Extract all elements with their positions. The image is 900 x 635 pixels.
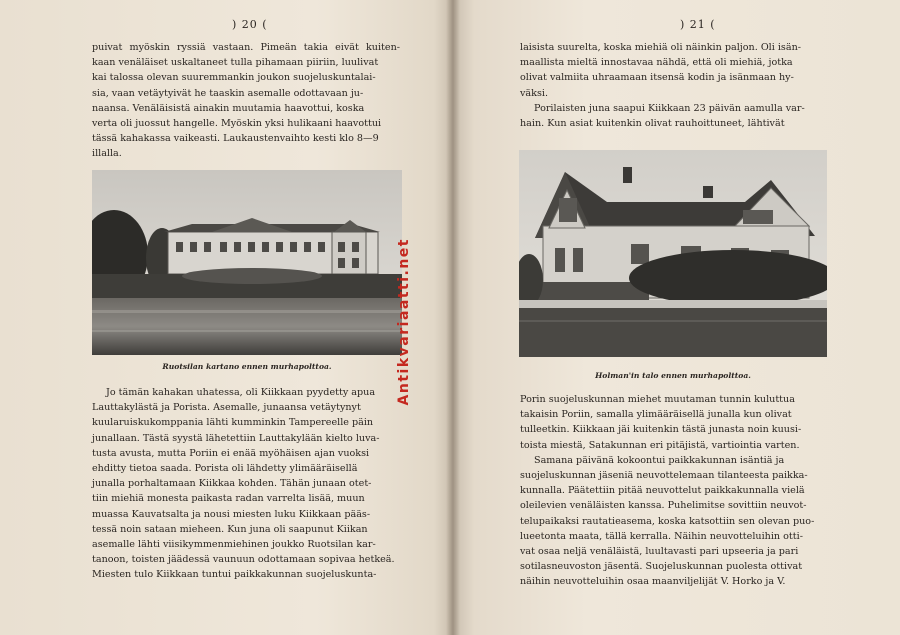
right-page xyxy=(452,0,900,635)
text-line: asemalle lähti viisikymmenmiehinen joukko Ruotsilan kar- xyxy=(92,539,376,551)
text-line: väksi. xyxy=(520,87,548,99)
text-line: junallaan. Tästä syystä lähetettiin Lauttakylään kielto luva- xyxy=(92,432,380,444)
page-number-left: ) 20 ( xyxy=(232,18,268,31)
text-line: kaan venäläiset uskaltaneet tulla pihamaan piiriin, luulivat xyxy=(92,57,379,69)
house-photo xyxy=(519,150,827,357)
text-line: Miesten tulo Kiikkaan tuntui paikkakunnan suojeluskunta- xyxy=(92,569,377,581)
text-line: Porin suojeluskunnan miehet muutaman tunnin kuluttua xyxy=(520,394,795,405)
text-line: sia, vaan vetäytyivät he taaskin asemalle odottavaan ju- xyxy=(92,87,364,99)
text-line: tiin miehiä monesta paikasta radan varrelta lisää, muun xyxy=(92,493,365,505)
text-line: näihin neuvotteluihin osaa maanviljelijät V. Horko ja V. xyxy=(520,576,786,588)
text-line: sotilasneuvoston jäsentä. Suojeluskunnan puolesta ottivat xyxy=(520,561,803,573)
text-line: Jo tämän kahakan uhatessa, oli Kiikkaan pyydetty apua xyxy=(106,387,376,398)
left-top-text xyxy=(92,40,400,162)
text-line: muassa Kauvatsalta ja nousi miesten luku Kiikkaan pääs- xyxy=(92,508,371,520)
text-line: olivat valmiita uhraamaan itsensä kodin ja isänmaan hy- xyxy=(520,72,794,84)
text-line: illalla. xyxy=(92,148,122,160)
house-caption: Holman'in talo ennen murhapolttoa. xyxy=(595,371,751,380)
text-line: vat osaa neljä venäläistä, luultavasti pari upseeria ja pari xyxy=(520,546,799,558)
text-line: lueetonta maata, tällä kerralla. Näihin neuvotteluihin otti- xyxy=(520,530,803,542)
text-line: takaisin Poriin, samalla ylimääräisellä junalla kun olivat xyxy=(520,409,792,421)
text-line: Porilaisten juna saapui Kiikkaan 23 päivän aamulla var- xyxy=(534,102,805,114)
manor-caption: Ruotsilan kartano ennen murhapolttoa. xyxy=(162,362,332,371)
text-line: tessä noin sataan mieheen. Kun juna oli saapunut Kiikan xyxy=(92,523,368,535)
text-line: ehditty tietoa saada. Porista oli lähdetty ylimääräisellä xyxy=(92,463,358,475)
text-line: oleilevien venäläisten kanssa. Puhelimitse sovittiin neuvot- xyxy=(520,500,807,512)
text-line: telupaikaksi rautatieasema, koska katsottiin sen olevan puo- xyxy=(520,515,815,527)
text-line: tanoon, toisten jäädessä vaunuun odottamaan sopivaa hetkeä. xyxy=(92,554,395,566)
text-line: tulleetkin. Kiikkaan jäi kuitenkin tästä junasta noin kuusi- xyxy=(520,424,802,436)
text-line: maallista mieltä innostavaa nähdä, että oli miehiä, jotka xyxy=(520,57,793,69)
right-top-text xyxy=(520,40,826,131)
book-gutter xyxy=(446,0,460,635)
text-line: toista miestä, Satakunnan eri pitäjistä, vartiointia varten. xyxy=(520,439,800,451)
text-line: verta oli juossut hangelle. Myöskin yksi hulikaani haavottui xyxy=(92,118,382,130)
watermark-text: Antikvariaatti.net xyxy=(396,238,412,406)
text-line: naansa. Venäläisistä ainakin muutamia haavottui, koska xyxy=(92,102,365,114)
right-bottom-text xyxy=(520,392,826,590)
manor-illustration xyxy=(92,170,402,355)
text-line: laisista suurelta, koska miehiä oli näinkin paljon. Oli isän- xyxy=(520,42,801,53)
text-line: kunnalla. Päätettiin pitää neuvottelut paikkakunnalla vielä xyxy=(520,485,805,497)
text-line: Samana päivänä kokoontui paikkakunnan isäntiä ja xyxy=(534,454,785,466)
text-line: Lauttakylästä ja Porista. Asemalle, junaansa vetäytynyt xyxy=(92,402,361,414)
page-number-right: ) 21 ( xyxy=(680,18,716,31)
text-line: junalla porhaltamaan Kiikkaa kohden. Tähän junaan otet- xyxy=(92,478,372,490)
manor-photo xyxy=(92,170,402,355)
text-line: kai talossa olevan suuremmankin joukon suojeluskuntalai- xyxy=(92,72,376,84)
text-line: suojeluskunnan jäseniä neuvottelemaan tilanteesta paikka- xyxy=(520,470,808,482)
text-line: tässä kahakassa vaikeasti. Laukaustenvaihto kesti klo 8—9 xyxy=(92,133,379,145)
left-bottom-text xyxy=(92,385,400,583)
house-illustration xyxy=(519,150,827,357)
text-line: hain. Kun asiat kuitenkin olivat rauhoittuneet, lähtivät xyxy=(520,118,785,130)
text-line: tusta avusta, mutta Poriin ei enää myöhäisen ajan vuoksi xyxy=(92,447,370,459)
text-line: puivat myöskin ryssiä vastaan. Pimeän takia eivät kuiten- xyxy=(92,42,400,53)
text-line: kuularuiskukomppania lähti kumminkin Tampereelle päin xyxy=(92,417,374,429)
